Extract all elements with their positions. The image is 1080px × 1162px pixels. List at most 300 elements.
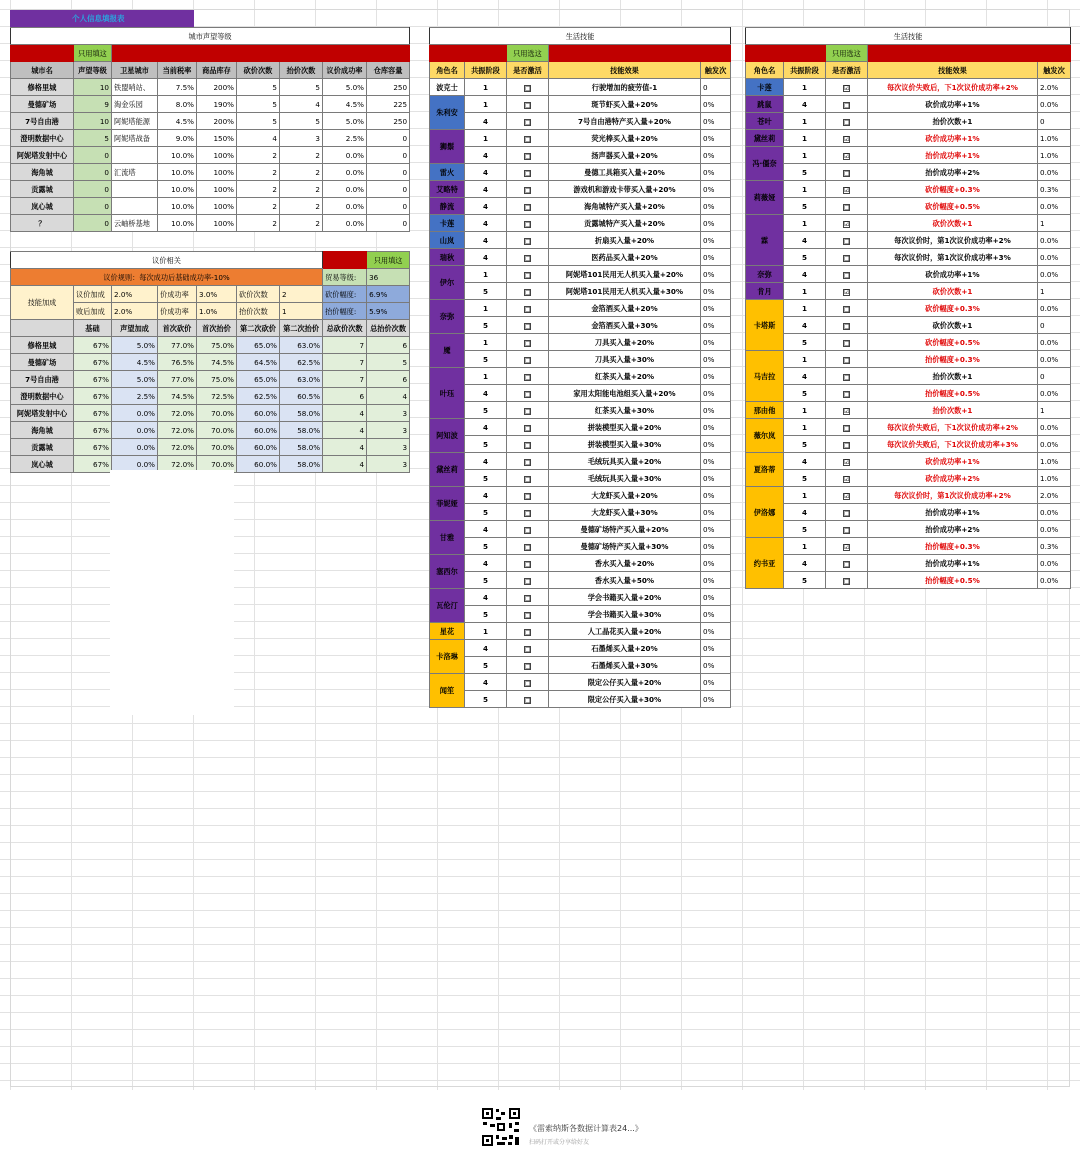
table-row <box>430 198 731 215</box>
activate-checkbox[interactable] <box>826 113 868 130</box>
checkbox-icon[interactable]: □ <box>844 237 850 245</box>
skill-effect: 阿妮塔101民用无人机买入量+20% <box>549 266 701 283</box>
activate-checkbox[interactable] <box>826 368 868 385</box>
trigger-count: 1.0% <box>1038 470 1071 487</box>
table-cell: 0.0% <box>112 422 158 439</box>
table-cell: 2.5% <box>323 130 367 147</box>
table-cell[interactable]: 0 <box>74 181 112 198</box>
activate-checkbox[interactable] <box>507 436 549 453</box>
checkbox-icon[interactable]: □ <box>525 101 531 109</box>
checkbox-icon[interactable]: □ <box>525 271 531 279</box>
trigger-count: 1 <box>1038 283 1071 300</box>
activate-checkbox[interactable] <box>826 334 868 351</box>
activate-checkbox[interactable] <box>507 504 549 521</box>
checkbox-icon[interactable]: □ <box>844 441 850 449</box>
resonance-stage: 4 <box>465 113 507 130</box>
table-row <box>11 130 410 147</box>
character-name: 黛丝莉 <box>746 130 784 147</box>
activate-checkbox[interactable] <box>507 521 549 538</box>
only-select-label: 只用选这 <box>826 45 868 62</box>
checkbox-icon[interactable]: ☑ <box>844 152 850 160</box>
trigger-count: 0.0% <box>1038 436 1071 453</box>
activate-checkbox[interactable] <box>507 606 549 623</box>
resonance-stage: 5 <box>784 164 826 181</box>
column-header: 总砍价次数 <box>323 320 367 337</box>
trigger-count: 0% <box>701 198 731 215</box>
table-cell: 70.0% <box>197 405 237 422</box>
table-cell[interactable]: 0 <box>74 215 112 232</box>
bonus-label: 抬价幅度: <box>323 303 367 320</box>
resonance-stage: 5 <box>465 436 507 453</box>
resonance-stage: 4 <box>465 521 507 538</box>
activate-checkbox[interactable] <box>507 555 549 572</box>
activate-checkbox[interactable] <box>507 181 549 198</box>
table-cell: 2 <box>237 181 280 198</box>
table-cell: 2 <box>280 181 323 198</box>
bonus-value: 2.0% <box>112 286 158 303</box>
table-row <box>11 181 410 198</box>
skill-effect: 抬价次数+1 <box>868 368 1038 385</box>
qr-code-icon[interactable] <box>481 1107 521 1147</box>
table-cell: 0 <box>367 181 410 198</box>
city-name: 修格里城 <box>11 337 74 354</box>
skill-bonus-label: 技能加成 <box>11 286 74 320</box>
table-row <box>430 317 731 334</box>
table-row <box>746 283 1071 300</box>
table-row <box>746 436 1071 453</box>
activate-checkbox[interactable] <box>507 113 549 130</box>
activate-checkbox[interactable] <box>826 470 868 487</box>
table-row <box>746 113 1071 130</box>
column-header: 触发次 <box>701 62 731 79</box>
activate-checkbox[interactable] <box>507 385 549 402</box>
table-cell: 10.0% <box>158 147 197 164</box>
trigger-count: 0.0% <box>1038 555 1071 572</box>
checkbox-icon[interactable]: □ <box>525 373 531 381</box>
table-cell[interactable]: 0 <box>74 164 112 181</box>
activate-checkbox[interactable] <box>826 164 868 181</box>
table-row <box>430 147 731 164</box>
checkbox-icon[interactable]: ☑ <box>844 288 850 296</box>
trigger-count: 0% <box>701 487 731 504</box>
resonance-stage: 5 <box>784 198 826 215</box>
activate-checkbox[interactable] <box>507 215 549 232</box>
skill-effect: 毛绒玩具买入量+20% <box>549 453 701 470</box>
checkbox-icon[interactable]: □ <box>525 288 531 296</box>
skill-effect: 砍价成功率+1% <box>868 130 1038 147</box>
character-name: 瓦伦汀 <box>430 589 465 623</box>
checkbox-icon[interactable]: □ <box>525 186 531 194</box>
table-row <box>746 487 1071 504</box>
skill-effect: 大龙虾买入量+20% <box>549 487 701 504</box>
activate-checkbox[interactable] <box>507 317 549 334</box>
activate-checkbox[interactable] <box>507 538 549 555</box>
activate-checkbox[interactable] <box>507 657 549 674</box>
activate-checkbox[interactable] <box>507 198 549 215</box>
table-cell: 58.0% <box>280 456 323 473</box>
checkbox-icon[interactable]: □ <box>844 560 850 568</box>
activate-checkbox[interactable] <box>507 147 549 164</box>
activate-checkbox[interactable] <box>507 249 549 266</box>
activate-checkbox[interactable] <box>507 96 549 113</box>
skill-effect: 砍价次数+1 <box>868 215 1038 232</box>
checkbox-icon[interactable]: □ <box>525 560 531 568</box>
checkbox-icon[interactable]: □ <box>525 662 531 670</box>
trigger-count: 0.0% <box>1038 521 1071 538</box>
activate-checkbox[interactable] <box>507 283 549 300</box>
checkbox-icon[interactable]: □ <box>525 645 531 653</box>
trigger-count: 0% <box>701 96 731 113</box>
table-cell: 4 <box>237 130 280 147</box>
activate-checkbox[interactable] <box>826 266 868 283</box>
activate-checkbox[interactable] <box>507 589 549 606</box>
checkbox-icon[interactable]: □ <box>525 305 531 313</box>
trigger-count: 0 <box>1038 317 1071 334</box>
resonance-stage: 5 <box>465 504 507 521</box>
checkbox-icon[interactable]: □ <box>844 118 850 126</box>
activate-checkbox[interactable] <box>507 487 549 504</box>
activate-checkbox[interactable] <box>507 402 549 419</box>
checkbox-icon[interactable]: □ <box>525 696 531 704</box>
table-row <box>746 232 1071 249</box>
checkbox-icon[interactable]: □ <box>525 594 531 602</box>
table-row <box>430 385 731 402</box>
checkbox-icon[interactable]: □ <box>525 254 531 262</box>
checkbox-icon[interactable]: □ <box>525 169 531 177</box>
table-row <box>746 385 1071 402</box>
activate-checkbox[interactable] <box>826 538 868 555</box>
table-cell: 阿妮塔能源 <box>112 113 158 130</box>
checkbox-icon[interactable]: □ <box>525 84 531 92</box>
column-header: 共振阶段 <box>784 62 826 79</box>
skill-effect: 抬价幅度+0.5% <box>868 385 1038 402</box>
table-row <box>11 422 410 439</box>
checkbox-icon[interactable]: □ <box>525 203 531 211</box>
resonance-stage: 1 <box>465 300 507 317</box>
checkbox-icon[interactable]: □ <box>844 390 850 398</box>
checkbox-icon[interactable]: □ <box>844 424 850 432</box>
resonance-stage: 5 <box>465 691 507 708</box>
checkbox-icon[interactable]: □ <box>525 356 531 364</box>
checkbox-icon[interactable]: □ <box>525 543 531 551</box>
resonance-stage: 4 <box>784 555 826 572</box>
checkbox-icon[interactable]: ☑ <box>844 135 850 143</box>
table-row <box>430 266 731 283</box>
resonance-stage: 4 <box>465 215 507 232</box>
activate-checkbox[interactable] <box>507 674 549 691</box>
activate-checkbox[interactable] <box>826 572 868 589</box>
table-cell[interactable]: 9 <box>74 96 112 113</box>
activate-checkbox[interactable] <box>826 79 868 96</box>
checkbox-icon[interactable]: □ <box>844 101 850 109</box>
table-cell: 10.0% <box>158 164 197 181</box>
column-header: 首次抬价 <box>197 320 237 337</box>
checkbox-icon[interactable]: ☑ <box>844 458 850 466</box>
activate-checkbox[interactable] <box>507 266 549 283</box>
table-cell: 4.5% <box>158 113 197 130</box>
table-cell[interactable]: 0 <box>74 198 112 215</box>
activate-checkbox[interactable] <box>826 147 868 164</box>
checkbox-icon[interactable]: □ <box>525 441 531 449</box>
table-cell: 4 <box>323 439 367 456</box>
checkbox-icon[interactable]: □ <box>525 390 531 398</box>
activate-checkbox[interactable] <box>826 232 868 249</box>
activate-checkbox[interactable] <box>826 351 868 368</box>
table-row <box>430 113 731 130</box>
activate-checkbox[interactable] <box>507 453 549 470</box>
checkbox-icon[interactable]: □ <box>844 271 850 279</box>
character-name: 卡洛琳 <box>430 640 465 674</box>
checkbox-icon[interactable]: ☑ <box>844 543 850 551</box>
skills2-title: 生活技能 <box>746 28 1071 45</box>
checkbox-icon[interactable]: ☑ <box>844 186 850 194</box>
trigger-count: 0.0% <box>1038 504 1071 521</box>
checkbox-icon[interactable]: □ <box>525 220 531 228</box>
character-name: 跳鼠 <box>746 96 784 113</box>
activate-checkbox[interactable] <box>826 181 868 198</box>
table-row <box>430 79 731 96</box>
trigger-count: 0.0% <box>1038 572 1071 589</box>
trigger-count: 0.0% <box>1038 164 1071 181</box>
checkbox-icon[interactable]: □ <box>844 509 850 517</box>
activate-checkbox[interactable] <box>507 572 549 589</box>
checkbox-icon[interactable]: □ <box>525 611 531 619</box>
checkbox-icon[interactable]: □ <box>844 373 850 381</box>
checkbox-icon[interactable]: □ <box>844 577 850 585</box>
table-cell: 2.5% <box>112 388 158 405</box>
table-cell: 0.0% <box>112 456 158 473</box>
checkbox-icon[interactable]: □ <box>525 679 531 687</box>
activate-checkbox[interactable] <box>826 402 868 419</box>
skill-effect: 砍价幅度+0.5% <box>868 198 1038 215</box>
table-cell: 4 <box>280 96 323 113</box>
resonance-stage: 5 <box>465 538 507 555</box>
activate-checkbox[interactable] <box>826 453 868 470</box>
table-row <box>430 334 731 351</box>
checkbox-icon[interactable]: □ <box>525 152 531 160</box>
checkbox-icon[interactable]: □ <box>844 526 850 534</box>
table-row <box>430 351 731 368</box>
resonance-stage: 1 <box>784 283 826 300</box>
table-cell[interactable]: 0 <box>74 147 112 164</box>
table-cell: 76.5% <box>158 354 197 371</box>
skill-effect: 每次议价失败后，下1次议价成功率+2% <box>868 79 1038 96</box>
table-row <box>430 555 731 572</box>
city-name: 贡露城 <box>11 439 74 456</box>
doc-title[interactable]: 《雷索纳斯各数据计算表24...》 <box>529 1124 643 1133</box>
activate-checkbox[interactable] <box>826 419 868 436</box>
activate-checkbox[interactable] <box>507 79 549 96</box>
table-row <box>746 334 1071 351</box>
activate-checkbox[interactable] <box>507 164 549 181</box>
character-name: 奈弥 <box>746 266 784 283</box>
checkbox-icon[interactable]: □ <box>844 339 850 347</box>
activate-checkbox[interactable] <box>507 130 549 147</box>
table-row <box>430 419 731 436</box>
checkbox-icon[interactable]: □ <box>844 203 850 211</box>
column-header: 声望等级 <box>74 62 112 79</box>
character-name: 艾略特 <box>430 181 465 198</box>
checkbox-icon[interactable]: □ <box>525 458 531 466</box>
activate-checkbox[interactable] <box>826 385 868 402</box>
bonus-label: 败后加成 <box>74 303 112 320</box>
checkbox-icon[interactable]: □ <box>525 577 531 585</box>
character-name: 伊洛娜 <box>746 487 784 538</box>
activate-checkbox[interactable] <box>507 691 549 708</box>
checkbox-icon[interactable]: □ <box>844 169 850 177</box>
skill-effect: 学会书籍买入量+30% <box>549 606 701 623</box>
table-cell: 2 <box>280 147 323 164</box>
table-cell: 74.5% <box>197 354 237 371</box>
table-row <box>11 388 410 405</box>
resonance-stage: 1 <box>784 79 826 96</box>
checkbox-icon[interactable]: □ <box>525 322 531 330</box>
checkbox-icon[interactable]: ☑ <box>844 84 850 92</box>
checkbox-icon[interactable]: □ <box>525 237 531 245</box>
checkbox-icon[interactable]: □ <box>844 356 850 364</box>
skill-effect: 砍价成功率+1% <box>868 453 1038 470</box>
checkbox-icon[interactable]: ☑ <box>844 492 850 500</box>
checkbox-icon[interactable]: □ <box>844 322 850 330</box>
table-row <box>430 691 731 708</box>
trade-level-value[interactable]: 36 <box>367 269 410 286</box>
table-row <box>430 130 731 147</box>
checkbox-icon[interactable]: □ <box>525 339 531 347</box>
checkbox-icon[interactable]: ☑ <box>844 475 850 483</box>
bonus-label: 砍价幅度: <box>323 286 367 303</box>
checkbox-icon[interactable]: □ <box>525 628 531 636</box>
skill-effect: 砍价次数+1 <box>868 283 1038 300</box>
checkbox-icon[interactable]: □ <box>525 526 531 534</box>
table-cell: 200% <box>197 79 237 96</box>
table-cell: 7 <box>323 354 367 371</box>
activate-checkbox[interactable] <box>826 504 868 521</box>
column-header: 城市名 <box>11 62 74 79</box>
sheet-tab[interactable]: 个人信息填报表 <box>10 10 194 27</box>
checkbox-icon[interactable]: □ <box>525 135 531 143</box>
table-cell: 5 <box>280 79 323 96</box>
skill-effect: 学会书籍买入量+20% <box>549 589 701 606</box>
table-row <box>430 164 731 181</box>
activate-checkbox[interactable] <box>826 215 868 232</box>
skill-effect: 抬价幅度+0.5% <box>868 572 1038 589</box>
character-name: 黛丝莉 <box>430 453 465 487</box>
resonance-stage: 4 <box>784 232 826 249</box>
table-cell: 100% <box>197 164 237 181</box>
checkbox-icon[interactable]: □ <box>525 509 531 517</box>
activate-checkbox[interactable] <box>826 283 868 300</box>
activate-checkbox[interactable] <box>507 351 549 368</box>
activate-checkbox[interactable] <box>507 623 549 640</box>
bonus-label: 价成功率 <box>158 303 197 320</box>
checkbox-icon[interactable]: ☑ <box>844 407 850 415</box>
activate-checkbox[interactable] <box>507 300 549 317</box>
checkbox-icon[interactable]: □ <box>844 254 850 262</box>
checkbox-icon[interactable]: ☑ <box>844 220 850 228</box>
table-row <box>746 181 1071 198</box>
trigger-count: 0% <box>701 215 731 232</box>
character-name: 那由他 <box>746 402 784 419</box>
skill-effect: 石墨烯买入量+30% <box>549 657 701 674</box>
table-cell: 60.0% <box>237 439 280 456</box>
city-name: 岚心城 <box>11 198 74 215</box>
checkbox-icon[interactable]: □ <box>525 118 531 126</box>
checkbox-icon[interactable]: □ <box>525 424 531 432</box>
checkbox-icon[interactable]: □ <box>525 475 531 483</box>
table-cell: 72.0% <box>158 422 197 439</box>
resonance-stage: 5 <box>784 521 826 538</box>
table-row <box>430 283 731 300</box>
trigger-count: 0% <box>701 317 731 334</box>
skill-effect: 砍价幅度+0.3% <box>868 300 1038 317</box>
table-cell[interactable]: 5 <box>74 130 112 147</box>
character-name: 莉薇娅 <box>746 181 784 215</box>
resonance-stage: 5 <box>465 572 507 589</box>
character-name: 约书亚 <box>746 538 784 589</box>
city-table-title: 城市声望等级 <box>11 28 410 45</box>
activate-checkbox[interactable] <box>507 368 549 385</box>
city-name: 澄明数据中心 <box>11 388 74 405</box>
trigger-count: 0.0% <box>1038 266 1071 283</box>
activate-checkbox[interactable] <box>507 419 549 436</box>
checkbox-icon[interactable]: □ <box>525 492 531 500</box>
activate-checkbox[interactable] <box>826 436 868 453</box>
trigger-count: 0% <box>701 470 731 487</box>
trigger-count: 0% <box>701 130 731 147</box>
activate-checkbox[interactable] <box>507 470 549 487</box>
activate-checkbox[interactable] <box>826 555 868 572</box>
column-header: 卫星城市 <box>112 62 158 79</box>
resonance-stage: 4 <box>465 164 507 181</box>
activate-checkbox[interactable] <box>507 334 549 351</box>
table-row <box>11 371 410 388</box>
activate-checkbox[interactable] <box>826 300 868 317</box>
checkbox-icon[interactable]: □ <box>525 407 531 415</box>
city-name: 岚心城 <box>11 456 74 473</box>
resonance-stage: 4 <box>784 96 826 113</box>
activate-checkbox[interactable] <box>826 317 868 334</box>
trigger-count: 0.0% <box>1038 334 1071 351</box>
checkbox-icon[interactable]: □ <box>844 305 850 313</box>
resonance-stage: 4 <box>784 266 826 283</box>
trigger-count: 0% <box>701 623 731 640</box>
table-cell[interactable]: 10 <box>74 79 112 96</box>
table-cell[interactable]: 10 <box>74 113 112 130</box>
city-name: 修格里城 <box>11 79 74 96</box>
table-cell: 0 <box>367 164 410 181</box>
activate-checkbox[interactable] <box>826 96 868 113</box>
table-row <box>430 300 731 317</box>
table-cell <box>112 147 158 164</box>
activate-checkbox[interactable] <box>507 232 549 249</box>
table-cell: 10.0% <box>158 198 197 215</box>
share-hint: 扫码打开或分享给好友 <box>529 1139 590 1146</box>
trigger-count: 0.0% <box>1038 249 1071 266</box>
trigger-count: 0.3% <box>1038 538 1071 555</box>
skill-effect: 抬价成功率+2% <box>868 164 1038 181</box>
activate-checkbox[interactable] <box>826 521 868 538</box>
skill-effect: 家用太阳能电池组买入量+20% <box>549 385 701 402</box>
activate-checkbox[interactable] <box>826 198 868 215</box>
activate-checkbox[interactable] <box>826 130 868 147</box>
activate-checkbox[interactable] <box>826 487 868 504</box>
character-name: 苍叶 <box>746 113 784 130</box>
table-row <box>430 504 731 521</box>
activate-checkbox[interactable] <box>826 249 868 266</box>
trigger-count: 0% <box>701 572 731 589</box>
activate-checkbox[interactable] <box>507 640 549 657</box>
bargain-table-title: 议价相关 <box>11 252 323 269</box>
